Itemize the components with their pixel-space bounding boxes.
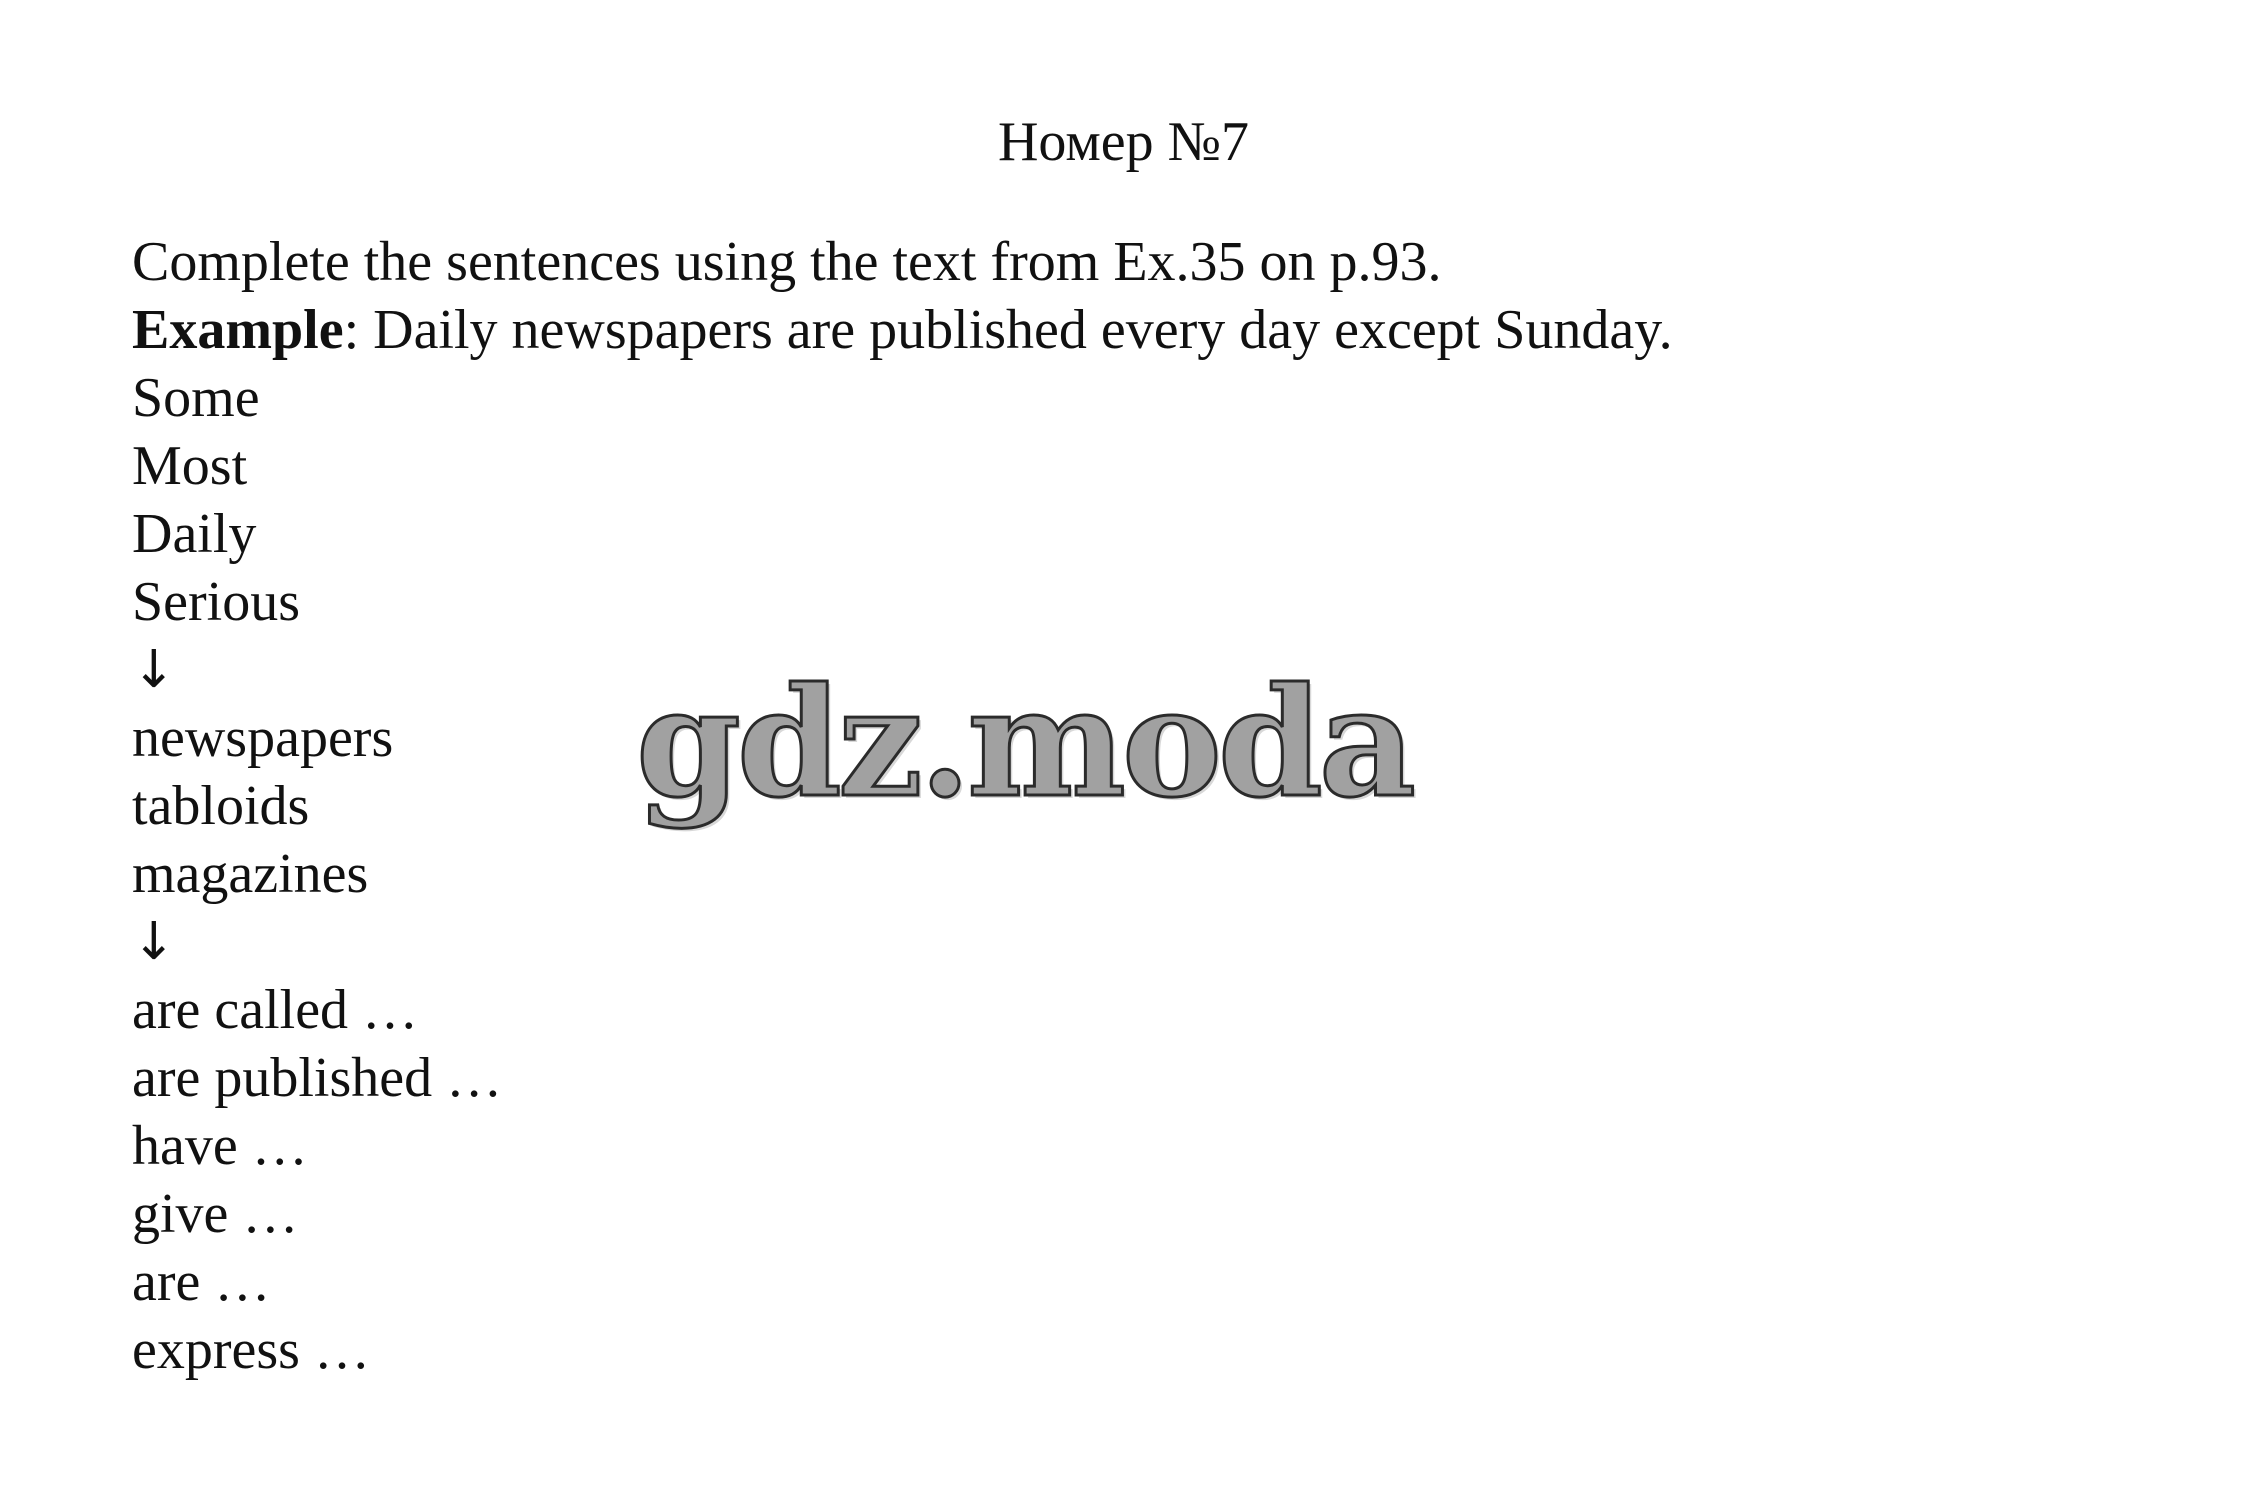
noun-item: magazines: [132, 843, 369, 905]
verb-item: are …: [132, 1251, 271, 1313]
example-text: : Daily newspapers are published every day except Sunday.: [343, 299, 1673, 361]
subject-item: Daily: [132, 503, 257, 565]
watermark-logo: gdz.moda: [636, 655, 1413, 831]
example-label: Example: [132, 299, 344, 361]
subject-item: Most: [132, 435, 248, 497]
subject-item: Serious: [132, 571, 300, 633]
example-line: [132, 296, 1673, 364]
noun-item: newspapers: [132, 707, 394, 769]
instruction-text: Complete the sentences using the text from Ex.35 on p.93.: [132, 231, 1442, 293]
verb-item: give …: [132, 1183, 299, 1245]
page-title: Номер №7: [997, 111, 1250, 173]
noun-item: tabloids: [132, 775, 310, 837]
verb-item: have …: [132, 1115, 308, 1177]
down-arrow-icon: ↓: [132, 912, 176, 972]
down-arrow-icon: ↓: [132, 640, 176, 700]
verb-item: express …: [132, 1319, 370, 1381]
verb-item: are published …: [132, 1047, 503, 1109]
subject-item: Some: [132, 367, 260, 429]
verb-item: are called …: [132, 979, 419, 1041]
